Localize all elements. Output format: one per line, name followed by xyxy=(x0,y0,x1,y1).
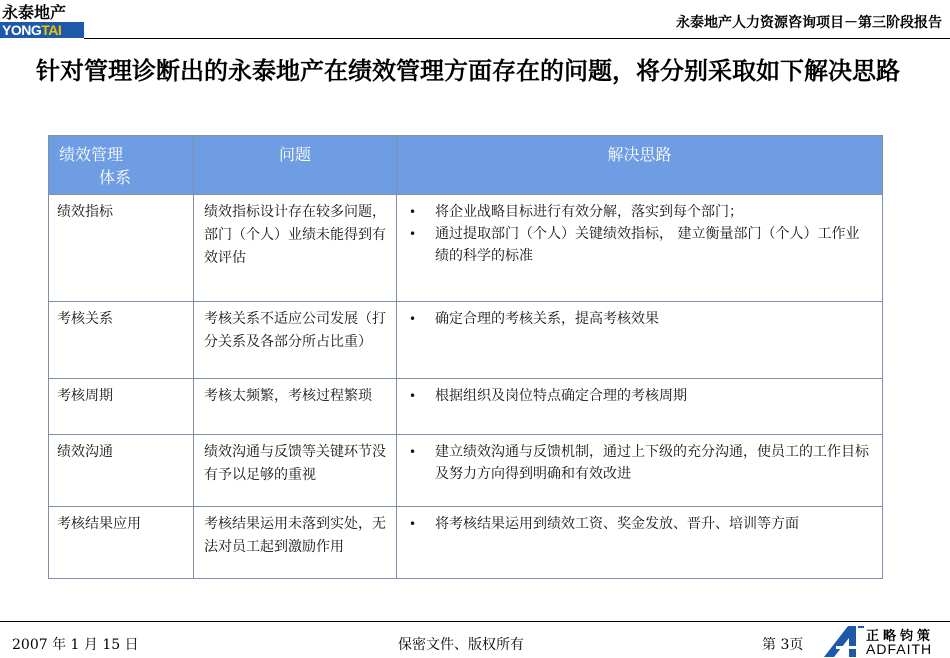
header-system-line1: 绩效管理 xyxy=(59,145,124,164)
row-problem-cell: 绩效指标设计存在较多问题，部门（个人）业绩未能得到有效评估 xyxy=(194,195,397,302)
bullet-icon: • xyxy=(409,389,417,403)
header-system xyxy=(49,136,194,195)
table-row xyxy=(49,195,883,302)
solution-item: • 根据组织及岗位特点确定合理的考核周期 xyxy=(405,385,872,407)
page-number: 第 3页 xyxy=(762,637,804,653)
row-system-cell: 绩效沟通 xyxy=(49,435,194,507)
solution-item: • 建立绩效沟通与反馈机制，通过上下级的充分沟通，使员工的工作目标及努力方向得到明确和有效改进 xyxy=(405,441,872,485)
row-problem-cell: 考核太频繁，考核过程繁琐 xyxy=(194,379,397,435)
header-problem: 问题 xyxy=(194,136,397,195)
row-problem-cell: 绩效沟通与反馈等关键环节没有予以足够的重视 xyxy=(194,435,397,507)
logo-en-main: YONG xyxy=(2,22,42,38)
table-row xyxy=(49,435,883,507)
table-header-row xyxy=(49,136,883,195)
solution-item: • 将考核结果运用到绩效工资、奖金发放、晋升、培训等方面 xyxy=(405,513,872,535)
table-row xyxy=(49,302,883,379)
row-system-cell: 考核结果应用 xyxy=(49,507,194,579)
header-system-line2: 体系 xyxy=(99,168,132,187)
bullet-icon: • xyxy=(409,445,417,459)
footer-confidential: 保密文件、版权所有 xyxy=(398,637,524,653)
bullet-icon: • xyxy=(409,517,417,531)
header-divider xyxy=(84,38,950,39)
row-problem-cell: 考核结果运用未落到实处，无法对员工起到激励作用 xyxy=(194,507,397,579)
table-row xyxy=(49,507,883,579)
performance-problems-table xyxy=(48,135,883,579)
row-solution-cell xyxy=(397,435,883,507)
row-solution-cell xyxy=(397,302,883,379)
brand-chinese-name: 正略钧策 xyxy=(866,629,935,644)
bullet-icon: • xyxy=(409,205,417,219)
row-solution-cell xyxy=(397,379,883,435)
report-title: 永泰地产人力资源咨询项目－第三阶段报告 xyxy=(676,15,942,31)
page-title: 针对管理诊断出的永泰地产在绩效管理方面存在的问题，将分别采取如下解决思路 xyxy=(36,56,900,85)
yongtai-logo xyxy=(0,0,84,40)
solution-item: • 确定合理的考核关系，提高考核效果 xyxy=(405,308,872,330)
solution-item: • 将企业战略目标进行有效分解，落实到每个部门； xyxy=(405,201,872,223)
logo-english-name xyxy=(0,22,84,38)
bullet-icon: • xyxy=(409,227,417,241)
adfaith-logo xyxy=(822,624,950,658)
footer-date: 2007 年 1 月 15 日 xyxy=(12,637,139,653)
bullet-icon: • xyxy=(409,312,417,326)
row-solution-cell xyxy=(397,507,883,579)
row-system-cell: 考核关系 xyxy=(49,302,194,379)
adfaith-emblem-icon xyxy=(822,624,866,658)
row-system-cell: 考核周期 xyxy=(49,379,194,435)
logo-chinese-name: 永泰地产 xyxy=(2,3,67,22)
row-solution-cell xyxy=(397,195,883,302)
row-system-cell: 绩效指标 xyxy=(49,195,194,302)
brand-english-name: ADFAITH xyxy=(866,641,933,657)
footer-divider xyxy=(0,621,950,622)
row-problem-cell: 考核关系不适应公司发展（打分关系及各部分所占比重） xyxy=(194,302,397,379)
header-solution: 解决思路 xyxy=(397,136,883,195)
solution-item: • 通过提取部门（个人）关键绩效指标， 建立衡量部门（个人）工作业绩的科学的标准 xyxy=(405,223,872,267)
table-row xyxy=(49,379,883,435)
logo-en-accent: TAI xyxy=(41,22,62,38)
